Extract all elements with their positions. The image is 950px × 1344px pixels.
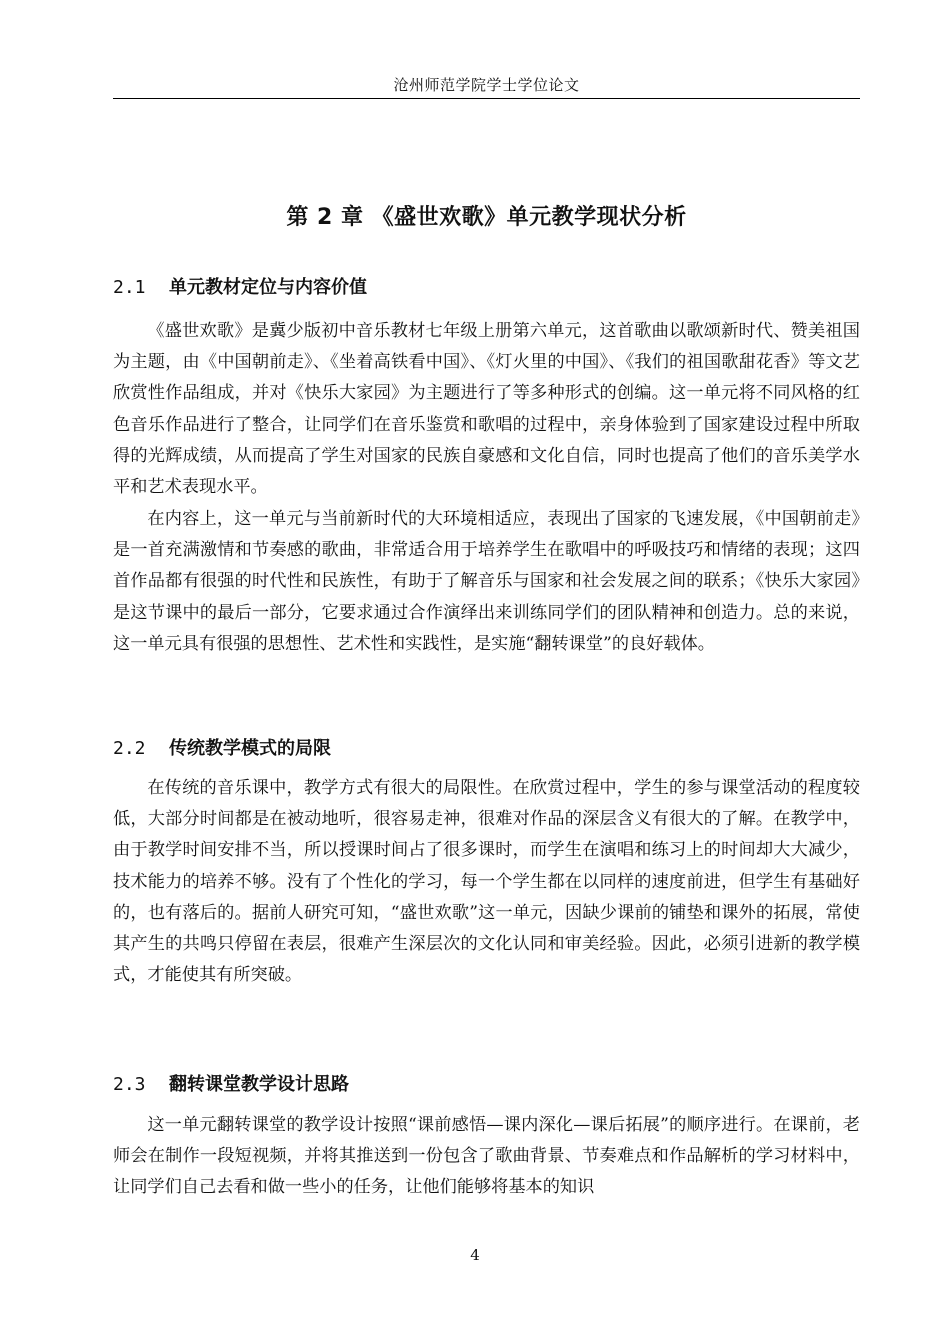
running-header: 沧州师范学院学士学位论文 bbox=[393, 76, 580, 94]
page-number: 4 bbox=[470, 1246, 480, 1264]
section-title: 单元教材定位与内容价值 bbox=[169, 277, 367, 298]
section-number: 2.1 bbox=[113, 277, 146, 298]
paragraph: 这一单元翻转课堂的教学设计按照“课前感悟—课内深化—课后拓展”的顺序进行。在课前，老师会在制作一段短视频，并将其推送到一份包含了歌曲背景、节奏难点和作品解析的学习材料中，让同学们自己去看和做一些小的任务，让他们能够将基本的知识 bbox=[113, 1115, 860, 1198]
header-rule bbox=[113, 98, 860, 99]
section-number: 2.2 bbox=[113, 738, 146, 759]
paragraph: 《盛世欢歌》是冀少版初中音乐教材七年级上册第六单元，这首歌曲以歌颂新时代、赞美祖国为主题，由《中国朝前走》、《坐着高铁看中国》、《灯火里的中国》、《我们的祖国歌甜花香》等文艺欣赏性作品组成，并对《快乐大家园》为主题进行了等多种形式的创编。这一单元将不同风格的红色音乐作品进行了整合，让同学们在音乐鉴赏和歌唱的过程中，亲身体验到了国家建设过程中所取得的光辉成绩，从而提高了学生对国家的民族自豪感和文化自信，同时也提高了他们的音乐美学水平和艺术表现水平。 bbox=[113, 321, 860, 498]
section-heading-2-2 bbox=[113, 734, 331, 760]
paragraph: 在内容上，这一单元与当前新时代的大环境相适应，表现出了国家的飞速发展，《中国朝前走》是一首充满激情和节奏感的歌曲，非常适合用于培养学生在歌唱中的呼吸技巧和情绪的表现；这四首作品都有很强的时代性和民族性，有助于了解音乐与国家和社会发展之间的联系；《快乐大家园》是这节课中的最后一部分，它要求通过合作演绎出来训练同学们的团队精神和创造力。总的来说，这一单元具有很强的思想性、艺术性和实践性，是实施“翻转课堂”的良好载体。 bbox=[113, 509, 860, 654]
chapter-title: 第 2 章 《盛世欢歌》单元教学现状分析 bbox=[286, 205, 687, 230]
section-heading-2-3 bbox=[113, 1070, 349, 1096]
section-title: 传统教学模式的局限 bbox=[169, 738, 331, 759]
section-heading-2-1 bbox=[113, 273, 367, 299]
paragraph: 在传统的音乐课中，教学方式有很大的局限性。在欣赏过程中，学生的参与课堂活动的程度较低，大部分时间都是在被动地听，很容易走神，很难对作品的深层含义有很大的了解。在教学中，由于教学时间安排不当，所以授课时间占了很多课时，而学生在演唱和练习上的时间却大大减少，技术能力的培养不够。没有了个性化的学习，每一个学生都在以同样的速度前进，但学生有基础好的，也有落后的。据前人研究可知，“盛世欢歌”这一单元，因缺少课前的铺垫和课外的拓展，常使其产生的共鸣只停留在表层，很难产生深层次的文化认同和审美经验。因此，必须引进新的教学模式，才能使其有所突破。 bbox=[113, 778, 860, 986]
section-title: 翻转课堂教学设计思路 bbox=[169, 1074, 349, 1095]
section-number: 2.3 bbox=[113, 1074, 146, 1095]
